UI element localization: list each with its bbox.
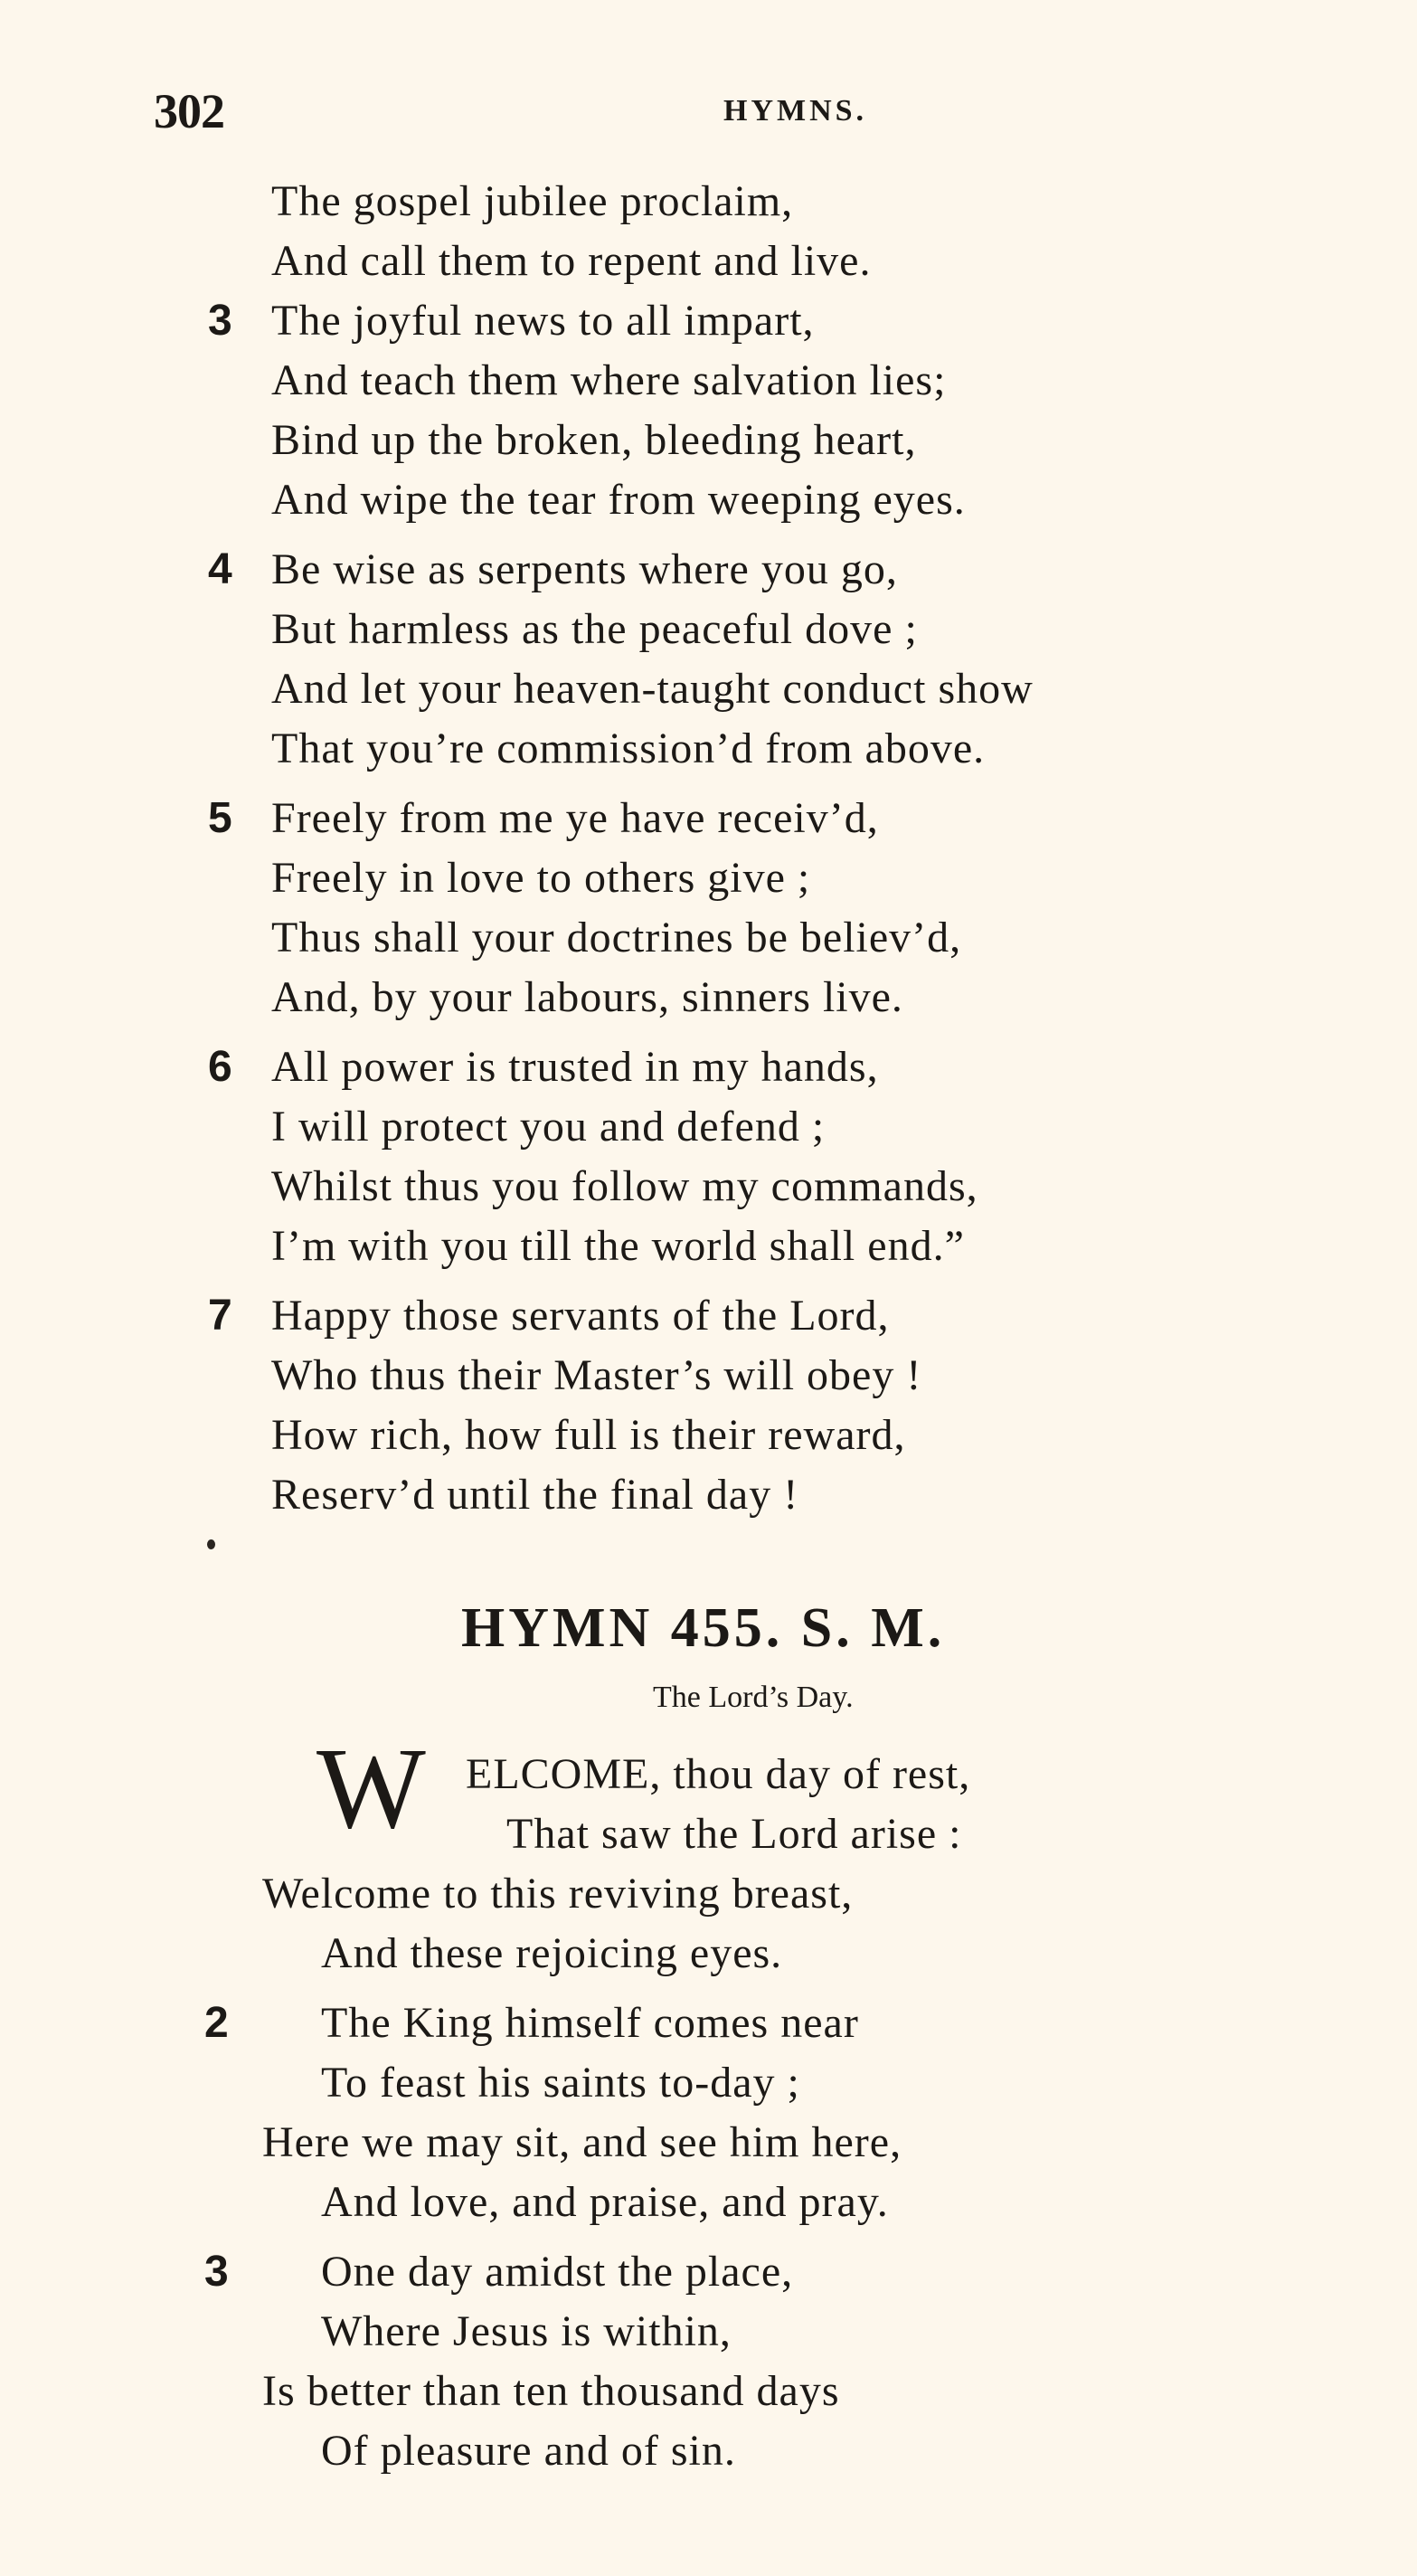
verse-line: And call them to repent and live. [271,237,872,285]
verse-line: And love, and praise, and pray. [321,2178,889,2226]
page-number: 302 [154,84,224,138]
verse-line: And let your heaven-taught conduct show [271,665,1034,713]
drop-cap: W [316,1724,426,1852]
verse-line: But harmless as the peaceful dove ; [271,605,918,653]
stanza-number: 6 [208,1043,232,1091]
verse-line: Be wise as serpents where you go, [271,545,898,593]
verse-line: I’m with you till the world shall end.” [271,1222,965,1270]
verse-line: One day amidst the place, [321,2248,794,2296]
verse-line: ELCOME, thou day of rest, [466,1750,971,1798]
verse-line: The gospel jubilee proclaim, [271,177,794,225]
verse-line: The King himself comes near [321,1999,859,2047]
verse-line: Of pleasure and of sin. [321,2427,736,2475]
verse-line: And wipe the tear from weeping eyes. [271,476,966,524]
verse-line: And these rejoicing eyes. [321,1929,783,1977]
running-head [154,83,1239,147]
stanza-number: 2 [204,1999,229,2047]
verse-line: Whilst thus you follow my commands, [271,1162,978,1210]
verse-line: Bind up the broken, bleeding heart, [271,416,917,464]
hymn-subtitle: The Lord’s Day. [653,1681,854,1714]
verse-line: Reserv’d until the final day ! [271,1471,799,1519]
verse-line: Here we may sit, and see him here, [262,2118,902,2166]
stanza-number: 7 [208,1292,232,1340]
stanza-number: 5 [208,794,232,842]
hymn-title: HYMN 455. S. M. [461,1597,946,1659]
verse-line: That saw the Lord arise : [506,1810,962,1858]
verse-line: Freely from me ye have receiv’d, [271,794,879,842]
verse-line: I will protect you and defend ; [271,1103,826,1151]
verse-line: All power is trusted in my hands, [271,1043,879,1091]
verse-line: Where Jesus is within, [321,2307,732,2355]
stanza-number: 3 [208,297,232,345]
verse-line: And teach them where salvation lies; [271,356,947,404]
ink-speck [207,1539,215,1549]
verse-line: Welcome to this reviving breast, [262,1870,854,1918]
verse-line: Is better than ten thousand days [262,2367,840,2415]
verse-line: Freely in love to others give ; [271,854,811,902]
verse-line: How rich, how full is their reward, [271,1411,906,1459]
verse-line: That you’re commission’d from above. [271,724,986,772]
verse-line: The joyful news to all impart, [271,297,815,345]
verse-line: Thus shall your doctrines be believ’d, [271,914,962,961]
stanza-number: 4 [208,545,232,593]
verse-line: Who thus their Master’s will obey ! [271,1351,922,1399]
stanza-number: 3 [204,2248,229,2296]
verse-line: To feast his saints to-day ; [321,2059,800,2107]
verse-line: Happy those servants of the Lord, [271,1292,890,1340]
verse-line: And, by your labours, sinners live. [271,973,903,1021]
section-title: HYMNS. [723,94,868,128]
